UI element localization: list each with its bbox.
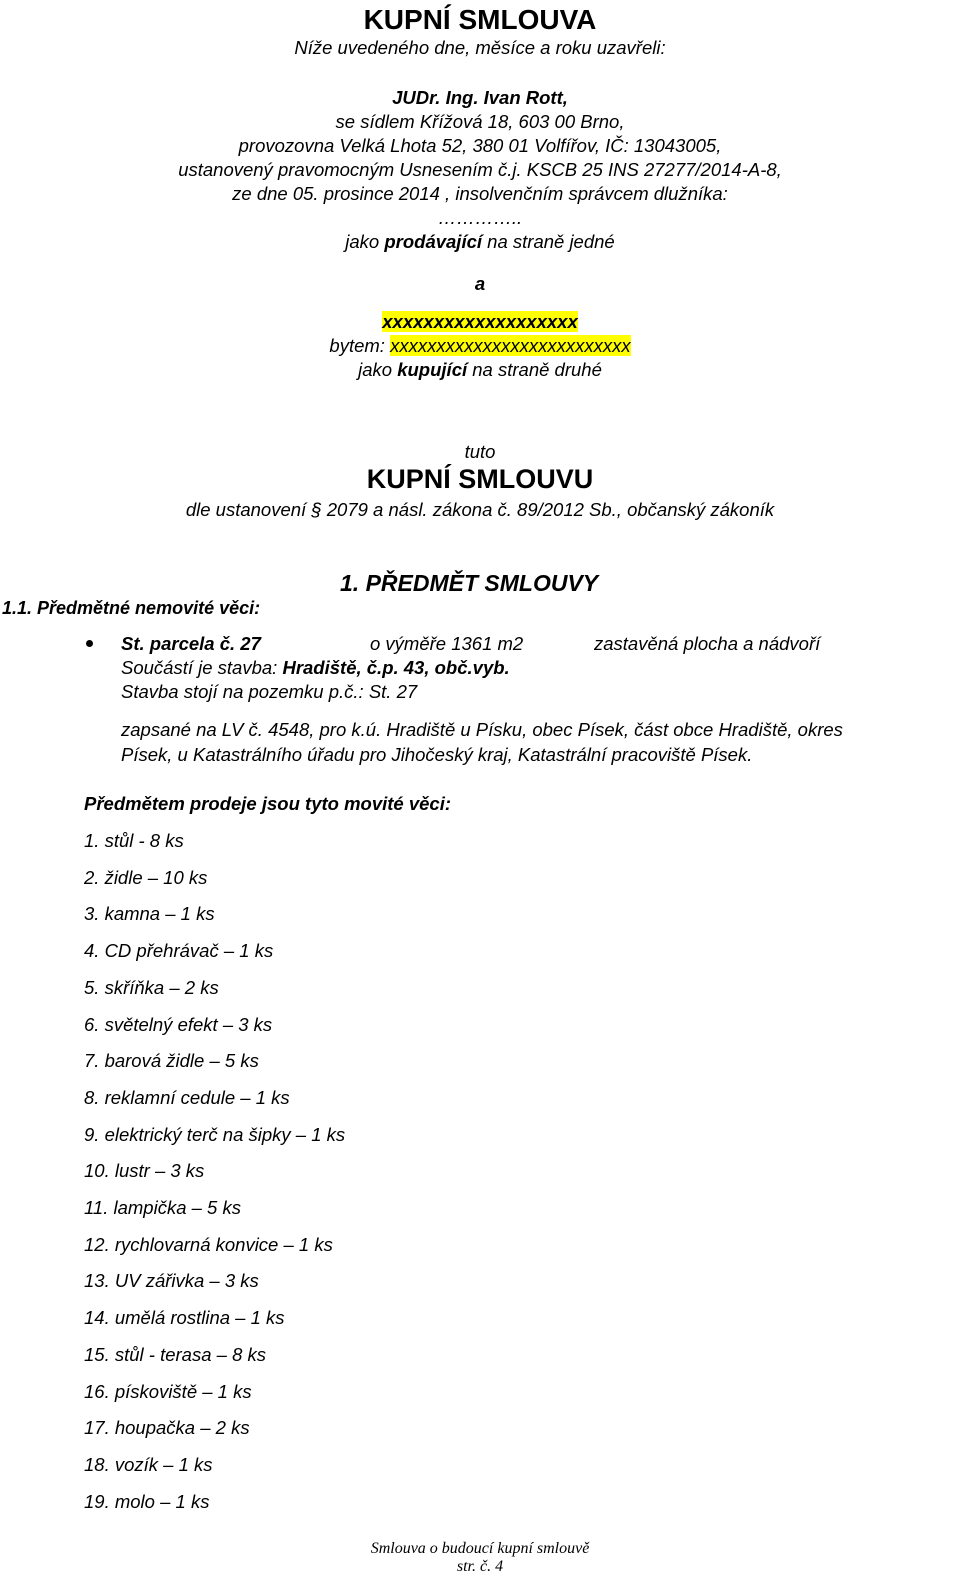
contract-basis <box>0 498 960 522</box>
movable-item: 4. CD přehrávač – 1 ks <box>84 940 274 961</box>
registration-line-1: zapsané na LV č. 4548, pro k.ú. Hradiště u Písku, obec Písek, část obce Hradiště, okres <box>121 719 843 740</box>
seller-line-3: ustanovený pravomocným Usnesením č.j. KSCB 25 INS 27277/2014-A-8, <box>178 159 782 180</box>
building-part <box>121 656 510 680</box>
movable-item: 8. reklamní cedule – 1 ks <box>84 1087 290 1108</box>
movables-heading: Předmětem prodeje jsou tyto movité věci: <box>84 793 452 814</box>
seller-name: JUDr. Ing. Ivan Rott, <box>392 87 568 108</box>
seller-line-4: ze dne 05. prosince 2014 , insolvenčním správcem dlužníka: <box>232 183 728 204</box>
seller-line-1: se sídlem Křížová 18, 603 00 Brno, <box>335 111 625 132</box>
movable-item: 13. UV zářivka – 3 ks <box>84 1270 259 1291</box>
movable-item: 14. umělá rostlina – 1 ks <box>84 1307 285 1328</box>
buyer-role-bold: kupující <box>397 359 468 380</box>
building-part-prefix: Součástí je stavba: <box>121 657 283 678</box>
movable-item: 9. elektrický terč na šipky – 1 ks <box>84 1124 346 1145</box>
movable-item: 6. světelný efekt – 3 ks <box>84 1014 273 1035</box>
seller-line-2: provozovna Velká Lhota 52, 380 01 Volfířov, IČ: 13043005, <box>238 135 722 156</box>
movable-item: 11. lampička – 5 ks <box>84 1197 241 1218</box>
movable-item: 7. barová židle – 5 ks <box>84 1050 259 1071</box>
seller-role <box>0 230 960 254</box>
contract-title: KUPNÍ SMLOUVU <box>366 464 594 494</box>
debtor-placeholder: ………….. <box>437 207 523 228</box>
registration-line-2: Písek, u Katastrálního úřadu pro Jihočeský kraj, Katastrální pracoviště Písek. <box>121 744 753 765</box>
seller-role-bold: prodávající <box>384 231 483 252</box>
buyer-address <box>0 334 960 358</box>
seller-role-prefix: jako <box>345 231 385 252</box>
movable-item: 16. pískoviště – 1 ks <box>84 1381 252 1402</box>
buyer-role-prefix: jako <box>358 359 398 380</box>
section-1-heading: 1. PŘEDMĚT SMLOUVY <box>340 570 599 596</box>
tuto-text: tuto <box>464 441 496 462</box>
building-stands: Stavba stojí na pozemku p.č.: St. 27 <box>121 681 418 702</box>
movable-item: 5. skříňka – 2 ks <box>84 977 219 998</box>
connector-a: a <box>474 273 486 294</box>
movable-item: 17. houpačka – 2 ks <box>84 1417 250 1438</box>
buyer-name-highlight: xxxxxxxxxxxxxxxxxxx <box>382 311 578 332</box>
buyer-name <box>0 310 960 334</box>
buyer-address-label: bytem: <box>329 335 391 356</box>
parcel-area: o výměře 1361 m2 <box>370 633 524 654</box>
buyer-address-value: xxxxxxxxxxxxxxxxxxxxxxxxxx <box>390 335 631 356</box>
section-sign: § <box>311 499 322 520</box>
footer-title: Smlouva o budoucí kupní smlouvě <box>370 1540 590 1557</box>
movable-item: 3. kamna – 1 ks <box>84 903 215 924</box>
movable-item: 15. stůl - terasa – 8 ks <box>84 1344 267 1365</box>
building-part-bold: Hradiště, č.p. 43, obč.vyb. <box>282 657 510 678</box>
basis-suffix: 2079 a násl. zákona č. 89/2012 Sb., občanský zákoník <box>321 499 775 520</box>
intro-text: Níže uvedeného dne, měsíce a roku uzavřeli: <box>294 37 666 58</box>
section-1-1-heading: 1.1. Předmětné nemovité věci: <box>2 598 261 618</box>
basis-prefix: dle ustanovení <box>185 499 312 520</box>
footer-page-number: str. č. 4 <box>456 1558 504 1575</box>
movable-item: 18. vozík – 1 ks <box>84 1454 213 1475</box>
movable-item: 19. molo – 1 ks <box>84 1491 210 1512</box>
movable-item: 2. židle – 10 ks <box>84 867 208 888</box>
buyer-role <box>0 358 960 382</box>
bullet-icon <box>86 640 93 647</box>
seller-role-suffix: na straně jedné <box>482 231 615 252</box>
movable-item: 12. rychlovarná konvice – 1 ks <box>84 1234 333 1255</box>
document-title: KUPNÍ SMLOUVA <box>363 4 597 35</box>
movable-item: 10. lustr – 3 ks <box>84 1160 205 1181</box>
parcel-number: St. parcela č. 27 <box>121 633 261 654</box>
movable-item: 1. stůl - 8 ks <box>84 830 184 851</box>
buyer-role-suffix: na straně druhé <box>467 359 602 380</box>
parcel-type: zastavěná plocha a nádvoří <box>594 633 821 654</box>
